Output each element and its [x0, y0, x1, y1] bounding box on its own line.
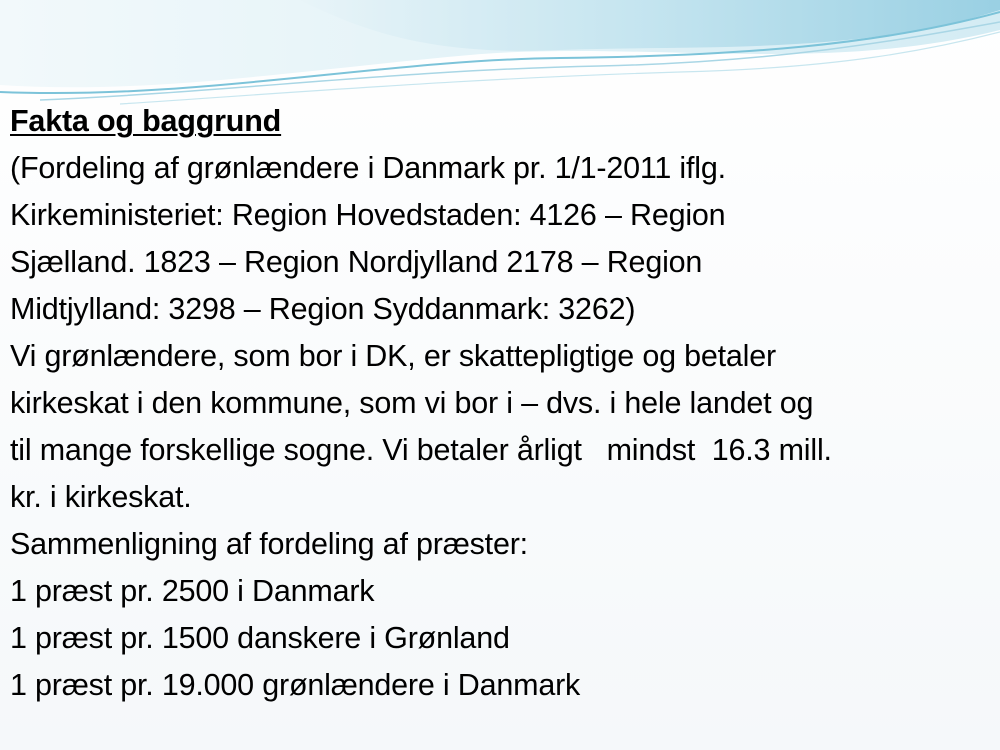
body-line: til mange forskellige sogne. Vi betaler årligt mindst 16.3 mill.	[10, 433, 832, 467]
slide-body	[10, 98, 995, 709]
decorative-wave-banner	[0, 0, 1000, 110]
body-line: Vi grønlændere, som bor i DK, er skattepligtige og betaler	[10, 339, 776, 373]
body-line: 1 præst pr. 19.000 grønlændere i Danmark	[10, 668, 581, 702]
body-line: kirkeskat i den kommune, som vi bor i – dvs. i hele landet og	[10, 386, 814, 420]
body-line: Kirkeministeriet: Region Hovedstaden: 4126 – Region	[10, 198, 726, 232]
body-line: 1 præst pr. 2500 i Danmark	[10, 574, 375, 608]
body-line: (Fordeling af grønlændere i Danmark pr. 1/1-2011 iflg.	[10, 151, 726, 185]
body-line: kr. i kirkeskat.	[10, 480, 192, 514]
body-line: Sammenligning af fordeling af præster:	[10, 527, 528, 561]
body-line: Sjælland. 1823 – Region Nordjylland 2178 – Region	[10, 245, 703, 279]
body-line: 1 præst pr. 1500 danskere i Grønland	[10, 621, 510, 655]
body-line: Midtjylland: 3298 – Region Syddanmark: 3262)	[10, 292, 636, 326]
slide-heading: Fakta og baggrund	[10, 104, 282, 138]
